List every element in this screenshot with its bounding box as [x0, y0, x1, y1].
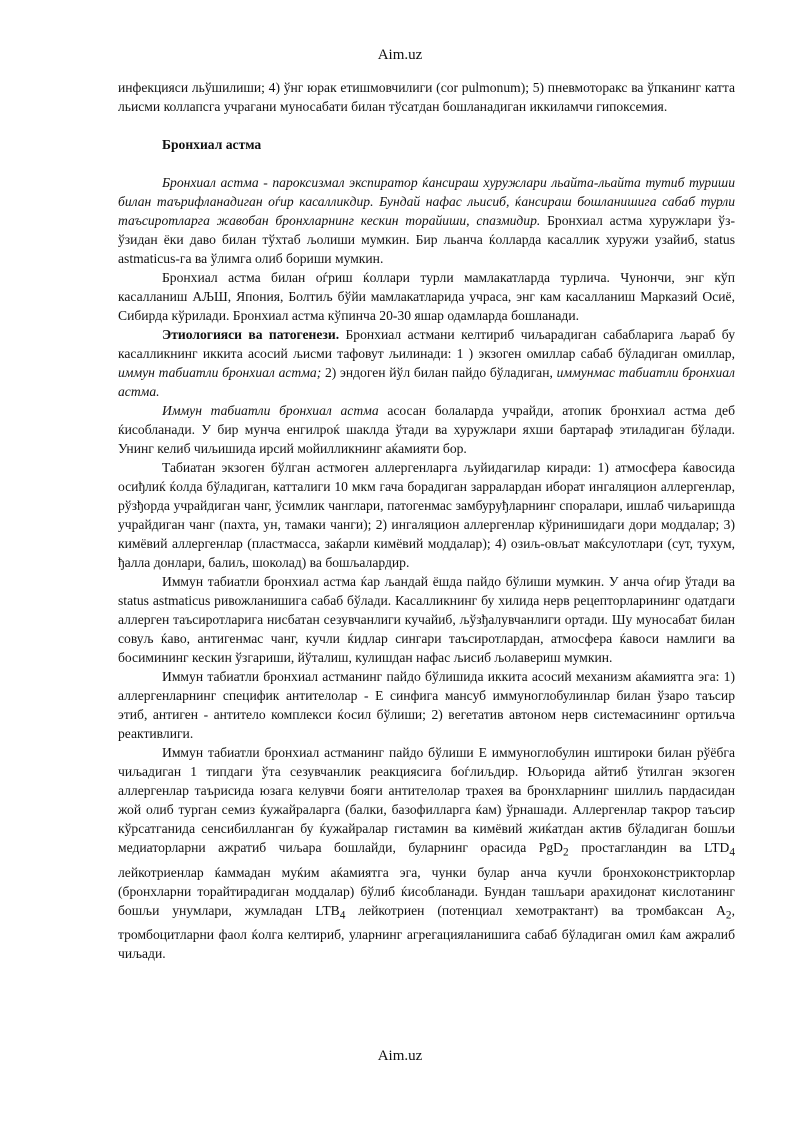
etiology-heading: Этиологияси ва патогенези. [162, 327, 340, 342]
paragraph-immune-asthma [118, 401, 735, 458]
paragraph-etiology [118, 325, 735, 401]
etiology-text-a: Бронхиал астмани келтириб чиљарадиган сабабларига љараб бу касалликнинг иккита асосий љисми тафовут љилинади: 1 ) экзоген омиллар сабаб бўладиган омиллар, [118, 327, 735, 361]
subscript-4: 4 [729, 846, 735, 859]
definition-rest: Бронхиал астма хуружлари ўз-ўзидан ёки даво билан тўхтаб љолиши мумкин. Бир льанча ќолларда касаллик хуружи узайиб, status astmaticus-га ва ўлимга олиб бориши мумкин. [118, 213, 735, 266]
paragraph-mechanisms: Иммун табиатли бронхиал астманинг пайдо бўлишида иккита асосий механизм аќамиятга эга: 1) аллергенларнинг специфик антителолар - Е синфига мансуб иммуноглобулинлар билан ўзаро таъсир этиб, антиген - антитело комплекси ќосил бўлиши; 2) вегетатив автоном нерв системасининг ортиљча реактивлиги. [118, 669, 735, 741]
paragraph-ige-reaction [118, 743, 735, 963]
paragraph-definition [118, 173, 735, 268]
page-header: Aim.uz [377, 47, 423, 63]
etiology-italic-1: иммун табиатли бронхиал астма; [118, 365, 322, 380]
page-footer: Aim.uz [377, 1048, 423, 1064]
etiology-text-b: 2) эндоген йўл билан пайдо бўладиган, [321, 365, 557, 380]
ige-text-e: , тромбоцитларни фаол ќолга келтириб, уларнинг агрегацияланишига сабаб бўладиган омил ќам ажралиб чиљади. [118, 902, 735, 962]
immune-asthma-italic: Иммун табиатли бронхиал астма [162, 403, 379, 418]
document-body [118, 78, 735, 963]
section-heading: Бронхиал астма [162, 137, 262, 152]
paragraph-prevalence: Бронхиал астма билан оѓриш ќоллари турли мамлакатларда турлича. Чунончи, энг кўп касалланиш АЉШ, Япония, Болтиљ бўйи мамлакатларида учраса, энг кам касалланиш Марказий Осиё, Сибирда кўрилади. Бронхиал астма кўпинча 20-30 яшар одамларда бошланади. [118, 270, 735, 323]
ige-text-b: простагландин ва LTD [568, 840, 730, 855]
ige-text-d: лейкотриен (потенциал хемотрактант) ва тромбаксан А [345, 902, 726, 918]
subscript-2b: 2 [725, 909, 732, 922]
definition-italic: Бронхиал астма - пароксизмал экспиратор ќансираш хуружлари льайта-льайта тутиб туриши билан таърифланадиган оѓир касалликдир. Бундай нафас льисиб, ќансираш бошланишига сабаб турли таъсиротларга жавобан бронхларнинг кескин торайиши, спазмидир. [118, 175, 735, 228]
immune-asthma-rest: асосан болаларда учрайди, атопик бронхиал астма деб ќисобланади. У бир мунча енгилроќ шаклда ўтади ва хуружлари яхши бартараф этиладиган бўлади. Унинг келиб чиљишида ирсий мойилликнинг аќамияти бор. [118, 403, 735, 456]
ige-text-c: лейкотриенлар ќаммадан муќим аќамиятга эга, чунки булар анча кучли бронхоконстрикторлар (бронхларни торайтирадиган моддалар) бўлиб ќисобланади. Бундан ташљари арахидонат кислотанинг бошљи унумлари, жумладан LTB [118, 864, 735, 918]
ige-text-a: Иммун табиатли бронхиал астманинг пайдо бўлиши Е иммуноглобулин иштироки билан рўёбга чиљадиган 1 типдаги ўта сезувчанлик реакциясига боѓлиљдир. Юљорида айтиб ўтилган экзоген аллергенлар таърисида юзага келувчи бояги антителолар трахея ва бронхларнинг шиллиљ пардасидан жой олиб турган семиз ќужайраларга (балки, базофилларга ќам) ўрнашади. Аллергенлар такрор таъсир кўрсатганида сенсибилланган бу ќужайралар гистамин ва кимёвий жиќатдан актив бўладиган бошљи медиаторларни ажратиб чиљара бошлайди, буларнинг орасида PgD [118, 745, 735, 855]
paragraph-allergens: Табиатан экзоген бўлган астмоген аллергенларга љуйидагилар киради: 1) атмосфера ќавосида осиђлиќ ќолда бўладиган, катталиги 10 мкм гача борадиган зарралардан иборат ингаляцион аллергенлар, рўзђорда учрайдиган чанг, ўсимлик чанглари, патогенмас замбуруђларнинг споралари, ишлаб чиљаришда учрайдиган чанг (пахта, ун, тамаки чанги); 2) ингаляцион аллергенлар кўринишидаги дори моддалар; 3) кимёвий аллергенлар (пластмасса, заќарли кимёвий моддалар); 4) озиљ-овљат маќсулотлари (сут, тухум, ђалла донлари, балиљ, шоколад) ва бошљалардир. [118, 460, 735, 570]
subscript-2: 2 [562, 846, 569, 859]
intro-paragraph: инфекцияси льўшилиши; 4) ўнг юрак етишмовчилиги (cor pulmonum); 5) пневмоторакс ва ўпканинг катта льисми коллапсга учрагани муносабати билан тўсатдан бошланадиган иккиламчи гипоксемия. [118, 80, 735, 114]
etiology-italic-2: иммунмас табиатли бронхиал астма. [118, 365, 735, 399]
subscript-4b: 4 [339, 909, 346, 922]
paragraph-any-age: Иммун табиатли бронхиал астма ќар љандай ёшда пайдо бўлиши мумкин. У анча оѓир ўтади ва status astmaticus ривожланишига сабаб бўлади. Касалликнинг бу хилида нерв рецепторларининг одатдаги аллерген таъсиротларига нисбатан сезувчанлиги кучайиб, љўзђалувчанлиги ортади. Шу муносабат билан совуљ ќаво, антигенмас чанг, кучли ќидлар сингари таъсиротлардан, атмосфера ќавоси намлиги ва босимининг кескин ўзгариши, йўталиш, кулишдан нафас љисиб љолавериш мумкин. [118, 574, 735, 665]
